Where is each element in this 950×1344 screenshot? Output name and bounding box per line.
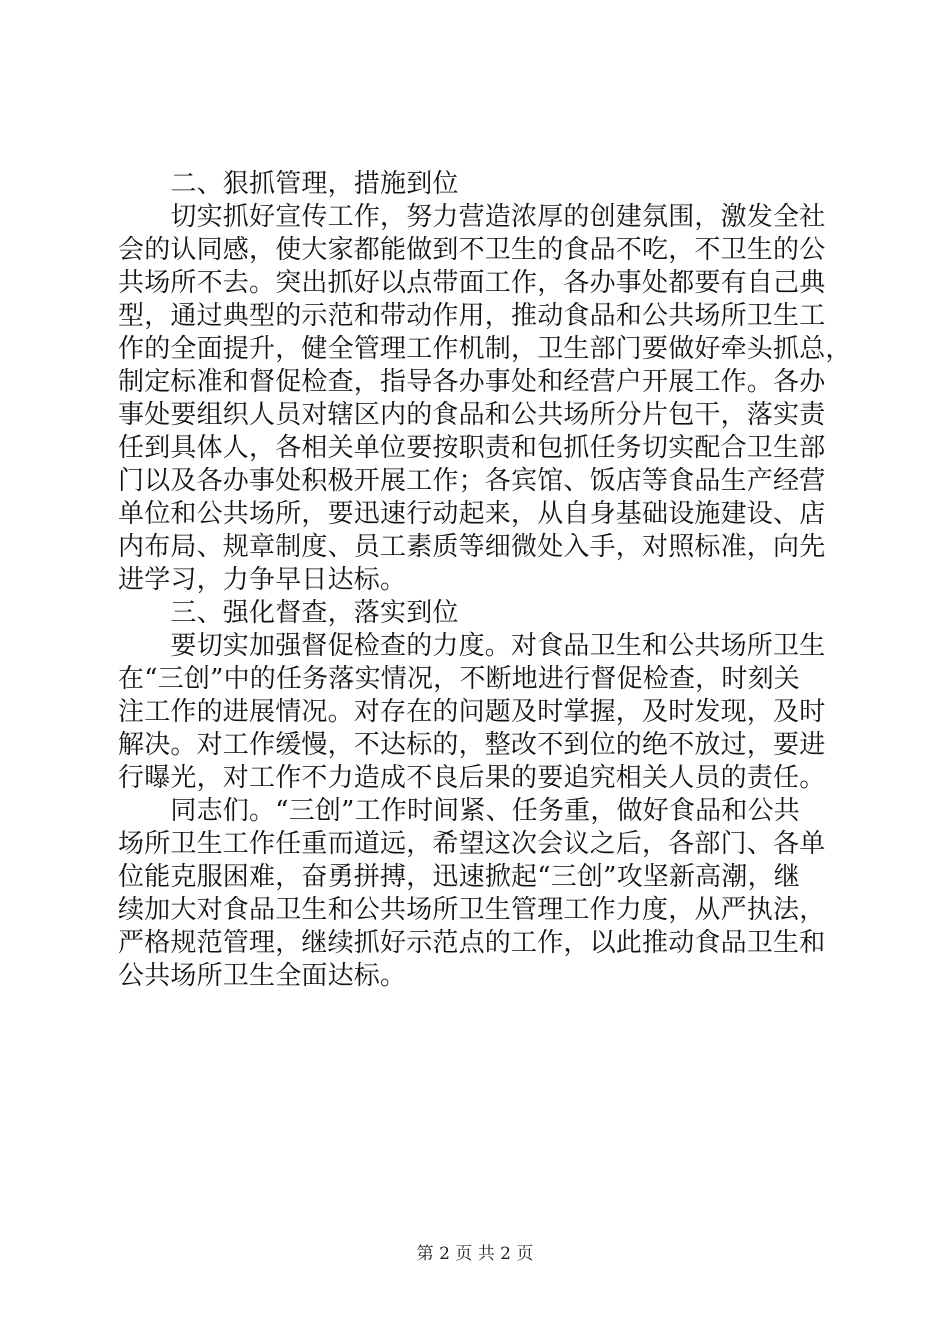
paragraph-line: 共场所不去。突出抓好以点带面工作，各办事处都要有自己典 xyxy=(118,268,826,298)
paragraph-line: 制定标准和督促检查，指导各办事处和经营户开展工作。各办 xyxy=(118,367,826,397)
paragraph-line: 切实抓好宣传工作，努力营造浓厚的创建氛围，激发全社 xyxy=(118,202,826,232)
paragraph-line: 会的认同感，使大家都能做到不卫生的食品不吃，不卫生的公 xyxy=(118,235,826,265)
paragraph-line: 解决。对工作缓慢，不达标的，整改不到位的绝不放过，要进 xyxy=(118,730,826,760)
paragraph-line: 型，通过典型的示范和带动作用，推动食品和公共场所卫生工 xyxy=(118,301,826,331)
document-body xyxy=(118,168,852,993)
paragraph-line: 事处要组织人员对辖区内的食品和公共场所分片包干，落实责 xyxy=(118,400,826,430)
paragraph-line: 进学习，力争早日达标。 xyxy=(118,565,407,595)
paragraph-line: 门以及各办事处积极开展工作；各宾馆、饭店等食品生产经营 xyxy=(118,466,826,496)
paragraph-line: 单位和公共场所，要迅速行动起来，从自身基础设施建设、店 xyxy=(118,499,826,529)
paragraph-line: 位能克服困难，奋勇拼搏，迅速掀起“三创”攻坚新高潮，继 xyxy=(118,862,800,892)
section-heading-3: 三、强化督查，落实到位 xyxy=(118,598,459,628)
paragraph-line: 公共场所卫生全面达标。 xyxy=(118,961,407,991)
paragraph-line: 续加大对食品卫生和公共场所卫生管理工作力度，从严执法， xyxy=(118,895,826,925)
paragraph-line: 同志们。“三创”工作时间紧、任务重，做好食品和公共 xyxy=(118,796,800,826)
paragraph-line: 内布局、规章制度、员工素质等细微处入手，对照标准，向先 xyxy=(118,532,826,562)
paragraph-line: 在“三创”中的任务落实情况，不断地进行督促检查，时刻关 xyxy=(118,664,800,694)
page-number-footer: 第 2 页 共 2 页 xyxy=(416,1244,534,1264)
paragraph-line: 注工作的进展情况。对存在的问题及时掌握，及时发现，及时 xyxy=(118,697,826,727)
paragraph-line: 要切实加强督促检查的力度。对食品卫生和公共场所卫生 xyxy=(118,631,826,661)
paragraph-line: 作的全面提升，健全管理工作机制，卫生部门要做好牵头抓总， xyxy=(118,334,852,364)
paragraph-line: 严格规范管理，继续抓好示范点的工作，以此推动食品卫生和 xyxy=(118,928,826,958)
paragraph-line: 场所卫生工作任重而道远，希望这次会议之后，各部门、各单 xyxy=(118,829,826,859)
paragraph-line: 行曝光，对工作不力造成不良后果的要追究相关人员的责任。 xyxy=(118,763,826,793)
paragraph-line: 任到具体人，各相关单位要按职责和包抓任务切实配合卫生部 xyxy=(118,433,826,463)
section-heading-2: 二、狠抓管理，措施到位 xyxy=(118,169,459,199)
